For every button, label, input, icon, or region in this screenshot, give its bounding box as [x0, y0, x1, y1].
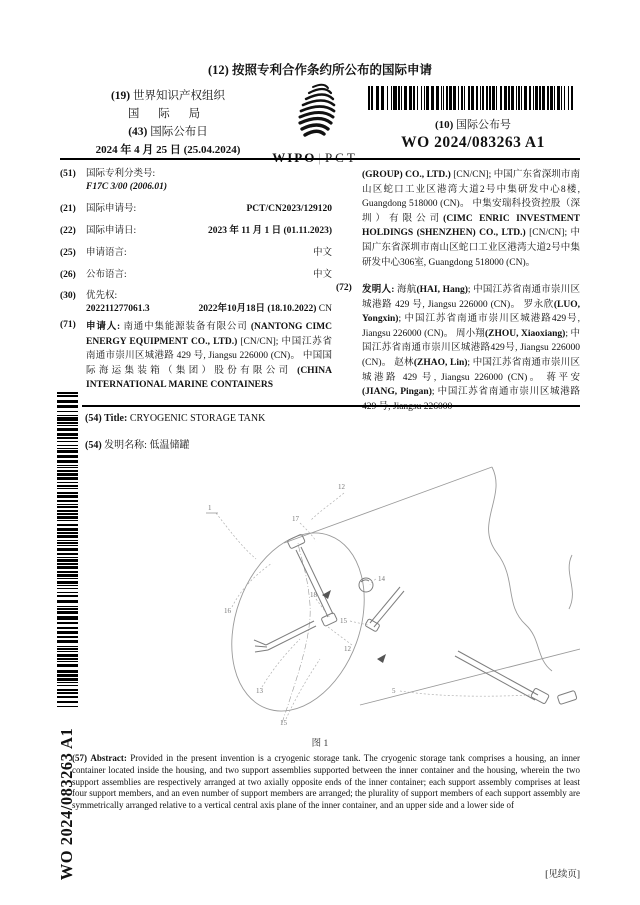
field-publication-language	[60, 269, 332, 282]
svg-text:14: 14	[378, 575, 385, 583]
wipo-logo-icon	[265, 80, 365, 144]
field-code: (26)	[60, 270, 76, 280]
field-app-no	[60, 203, 332, 216]
pub-date-value: 2024 年 4 月 25 日 (25.04.2024)	[95, 144, 241, 156]
wipo-org-block	[66, 87, 270, 159]
pub-date-label: 国际公布日	[150, 126, 208, 138]
priority-data-line	[86, 303, 332, 316]
barcode	[368, 86, 578, 110]
priority-date: 2022年10月18日 (18.10.2022)	[198, 304, 317, 314]
field-label: 国际申请日:	[86, 226, 137, 236]
svg-text:15: 15	[340, 617, 347, 625]
field-code: (22)	[60, 226, 76, 236]
pub-date-label-line	[66, 123, 270, 141]
ipc-value: F17C 3/00 (2006.01)	[86, 182, 168, 192]
pub-no-value: WO 2024/083263 A1	[401, 134, 545, 151]
svg-text:12: 12	[338, 483, 345, 491]
field-code: (51)	[60, 169, 76, 179]
pub-no-code: (10)	[434, 119, 454, 131]
title-english: CRYOGENIC STORAGE TANK	[129, 413, 266, 424]
svg-text:5: 5	[392, 687, 396, 695]
abstract-code: (57)	[72, 753, 87, 763]
abstract-label: Abstract:	[90, 753, 127, 763]
sidebar-publication-number: WO 2024/083263 A1	[57, 727, 76, 881]
publication-kind-line: (12) 按照专利合作条约所公布的国际申请	[208, 63, 432, 77]
priority-number: 202211277061.3	[86, 304, 150, 314]
inventors-code: (72)	[336, 283, 352, 293]
title-label: 发明名称:	[104, 440, 147, 451]
support-struts	[254, 534, 577, 705]
field-value: PCT/CN2023/129120	[246, 204, 332, 214]
abstract-paragraph	[72, 753, 580, 812]
svg-text:16: 16	[224, 607, 231, 615]
inventors-paragraph: 发明人: 海航(HAI, Hang); 中国江苏省南通市崇川区城港路 429 号, Jiangsu 226000 (CN)。 罗永欣(LUO, Yongxin); 中国江苏省南通市崇川区城港路429号, Jiangsu 226000 (CN)。 周小翔(ZHOU, Xiaoxiang); 中国江苏省南通市崇川区城港路429号, Jiangsu 226000 (CN)。 赵林(ZHAO, Lin); 中国江苏省南通市崇川区城港路 429 号, Jiangsu 226000 (CN)。 蒋平安(JIANG, Pingan); 中国江苏省南通市崇川区城港路	[362, 285, 581, 398]
field-filing-language	[60, 247, 332, 260]
field-label: 申请语言:	[86, 248, 127, 258]
leader-lines	[216, 493, 530, 719]
priority-date-country	[198, 303, 332, 316]
svg-text:17: 17	[292, 515, 299, 523]
title-divider	[82, 405, 580, 407]
svg-text:1: 1	[208, 504, 212, 512]
field-ipc	[60, 168, 332, 181]
field-label: 优先权:	[86, 291, 118, 301]
pub-date-code: (43)	[128, 126, 148, 138]
title-chinese-line	[85, 436, 580, 451]
wipo-logo	[260, 80, 370, 166]
field-code: (21)	[60, 204, 76, 214]
applicants-continuation-paragraph: (GROUP) CO., LTD.) [CN/CN]; 中国广东省深圳市南山区蛇口工业区港湾大道2号中集研发中心8楼, Guangdong 518000 (CN)。 中集安瑞科投资控股（深圳）有限公司(CIMC ENRIC INVESTMENT HOLDINGS (SHENZHEN) CO., LTD.) [CN/CN]; 中国广东省深圳市南山区蛇口工业区港湾大道2号中集研发中心306室, Guangdong 518000 (CN)。	[362, 170, 580, 268]
publication-number-block	[366, 86, 580, 152]
header-divider	[60, 158, 580, 160]
title-code: (54)	[85, 413, 102, 424]
pub-no-label: 国际公布号	[456, 119, 512, 131]
pub-no-label-line	[366, 116, 580, 132]
field-value: 2023 年 11 月 1 日 (01.11.2023)	[207, 226, 332, 236]
field-label: 国际申请号:	[86, 204, 137, 214]
field-priority	[60, 290, 332, 303]
field-code: (30)	[60, 291, 76, 301]
title-code: (54)	[85, 440, 102, 451]
figure-reference-numerals	[208, 483, 396, 727]
field-label: 公布语言:	[86, 270, 127, 280]
field-value: 中文	[312, 270, 332, 280]
title-label: Title:	[104, 413, 128, 424]
field-label: 国际专利分类号:	[86, 169, 156, 179]
continuation-note: [见续页]	[545, 870, 580, 880]
figure-1-drawing	[60, 455, 580, 737]
priority-country: CN	[318, 304, 332, 314]
title-english-line	[85, 413, 580, 424]
org-name: 世界知识产权组织	[133, 90, 226, 102]
field-value: 中文	[312, 248, 332, 258]
applicants-paragraph: 申请人: 南通中集能源装备有限公司 (NANTONG CIMC ENERGY EQUIPMENT CO., LTD.) [CN/CN]; 中国江苏省南通市崇川区城港路 429 号, Jiangsu 226000 (CN)。 中国国际海运集装箱（集团）股份有限公司 (CHINA INTERNATIONAL MARINE CONTAINERS	[86, 322, 332, 391]
svg-text:15: 15	[280, 719, 287, 727]
abstract-text: Provided in the present invention is a cryogenic storage tank. The cryogenic storage tank comprises a housing, an inner container located inside the housing, and two support assemblies supported between the inner container and the housing, wherein the two support assemblies are respectively arranged at two axially opposite ends of the inner container; each support assembly comprises at least four support members, and an even number of support members are arranged; the plurality of support members of each support assembly are symmetrically arranged relative to a vertical central axis plane of the inner container, and an upper side and a lower side of	[72, 753, 580, 811]
field-app-date	[60, 225, 332, 238]
sidebar-barcode	[57, 392, 78, 712]
svg-text:12: 12	[344, 645, 351, 653]
title-chinese: 低温储罐	[149, 440, 190, 451]
field-code: (25)	[60, 248, 76, 258]
org-bureau: 国 际 局	[127, 108, 209, 120]
applicants-code: (71)	[60, 320, 76, 330]
svg-text:13: 13	[256, 687, 263, 695]
figure-caption: 图 1	[311, 739, 329, 749]
org-name-line	[66, 87, 270, 105]
org-code: (19)	[110, 90, 131, 102]
svg-text:18: 18	[310, 591, 317, 599]
